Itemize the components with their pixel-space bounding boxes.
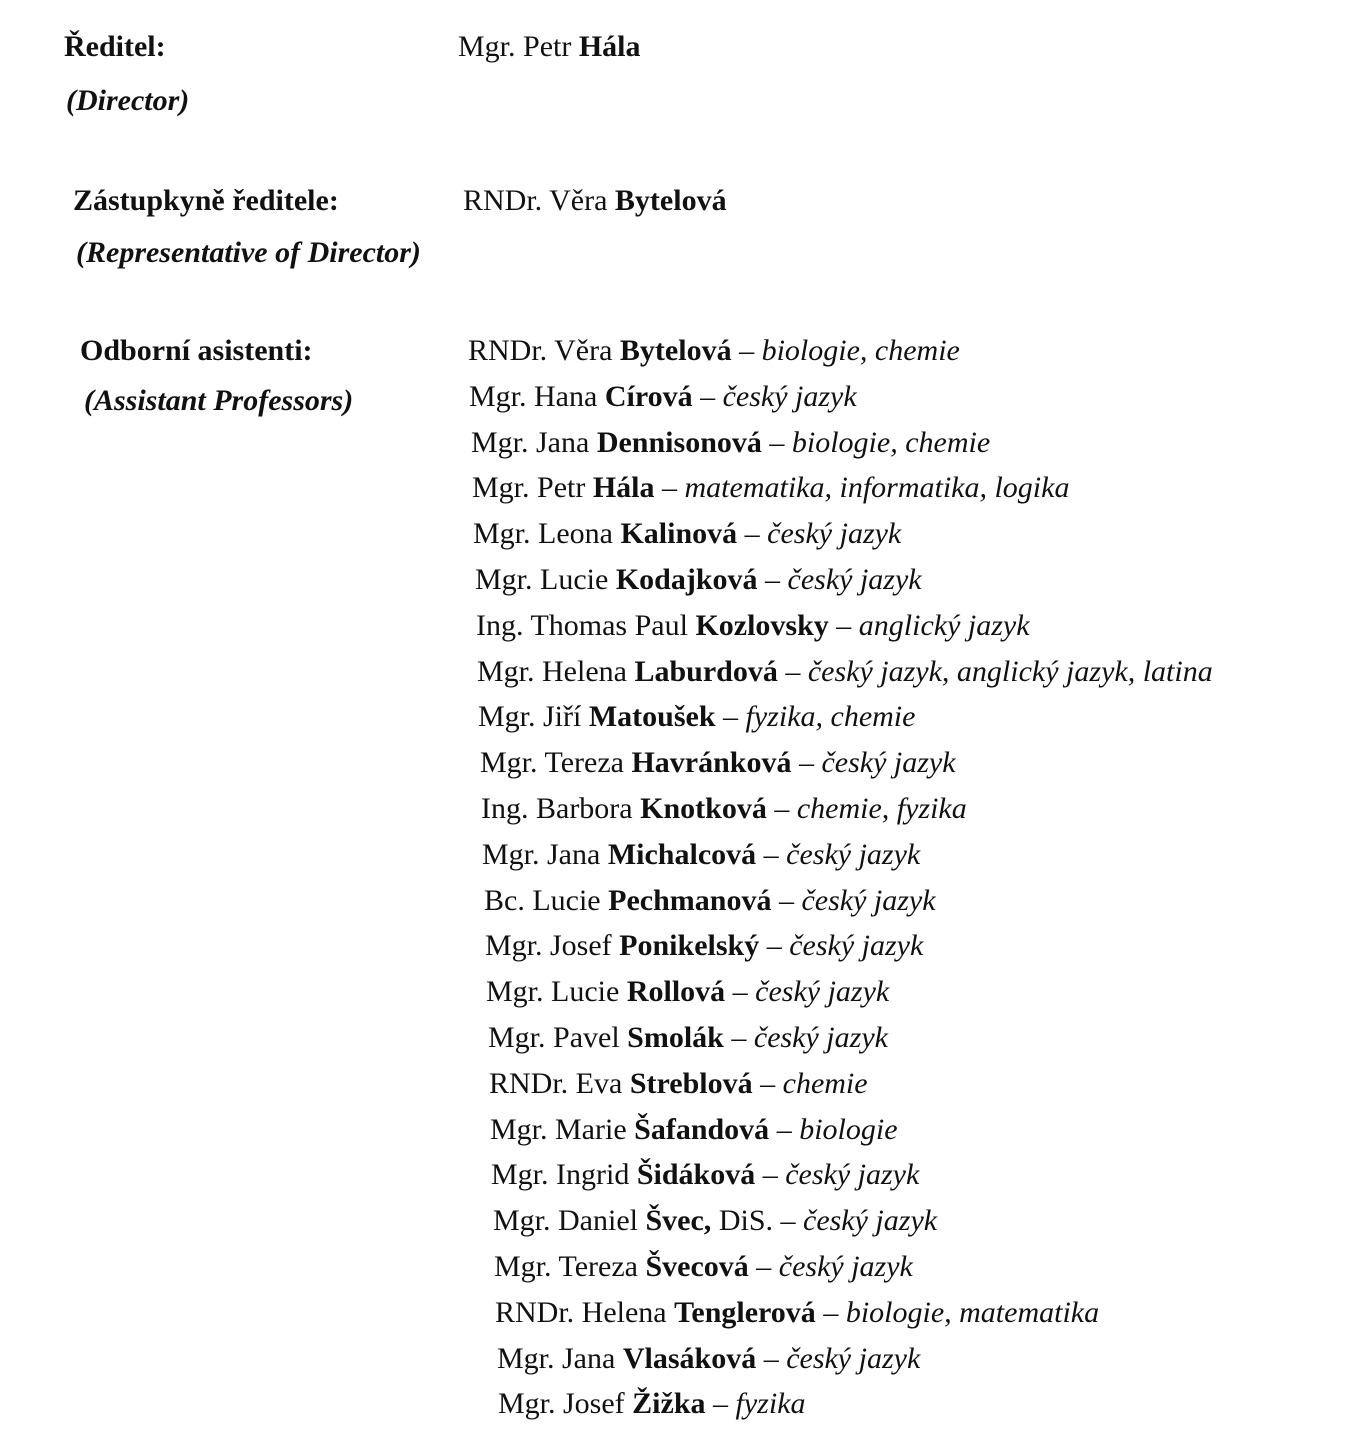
staff-separator: – [777, 655, 808, 688]
staff-surname: Bytelová [619, 334, 732, 367]
staff-surname: Kozlovsky [695, 609, 829, 642]
staff-row [475, 563, 922, 597]
staff-surname: Havránková [631, 746, 792, 779]
staff-separator: – [725, 975, 756, 1008]
staff-surname: Smolák [627, 1021, 724, 1054]
staff-separator: – [828, 609, 859, 642]
staff-separator: – [748, 1250, 779, 1283]
staff-row [497, 1342, 920, 1376]
staff-row [477, 655, 1213, 689]
staff-separator: – [771, 884, 802, 917]
staff-separator: – [755, 1158, 786, 1191]
staff-subjects: anglický jazyk [858, 609, 1030, 642]
staff-surname: Žižka [632, 1387, 706, 1420]
staff-prefix: RNDr. Eva [489, 1067, 630, 1100]
staff-surname: Šafandová [634, 1113, 770, 1146]
staff-row [489, 1067, 868, 1101]
staff-prefix: Mgr. Josef [498, 1387, 633, 1420]
staff-prefix: Mgr. Daniel [493, 1204, 646, 1237]
staff-subjects: český jazyk [778, 1250, 913, 1283]
staff-subjects: český jazyk [789, 929, 924, 962]
representative-label: Zástupkyně ředitele: [73, 184, 339, 217]
staff-surname: Knotková [640, 792, 767, 825]
staff-surname: Matoušek [588, 700, 716, 733]
staff-row [482, 838, 920, 872]
staff-prefix: Mgr. Leona [473, 517, 621, 550]
staff-prefix: Mgr. Jana [471, 426, 597, 459]
staff-surname: Michalcová [607, 838, 757, 871]
staff-prefix: Ing. Barbora [481, 792, 641, 825]
staff-subjects: český jazyk [755, 975, 890, 1008]
staff-prefix: RNDr. Věra [468, 334, 620, 367]
staff-row [478, 700, 915, 734]
staff-surname: Šidáková [636, 1158, 756, 1191]
staff-subjects: český jazyk [801, 884, 936, 917]
staff-row [488, 1021, 888, 1055]
staff-separator: – [715, 700, 746, 733]
staff-separator: – [654, 471, 685, 504]
staff-separator: – [757, 563, 788, 596]
staff-surname: Ponikelský [619, 929, 760, 962]
staff-subjects: český jazyk [767, 517, 902, 550]
staff-row [485, 929, 923, 963]
staff-prefix: Mgr. Tereza [480, 746, 632, 779]
staff-prefix: Mgr. Josef [485, 929, 620, 962]
staff-subjects: biologie, chemie [761, 334, 960, 367]
staff-separator: – [737, 517, 768, 550]
staff-row [491, 1158, 919, 1192]
staff-surname: Tenglerová [674, 1296, 816, 1329]
staff-prefix: Mgr. Petr [472, 471, 593, 504]
staff-row [490, 1113, 898, 1147]
staff-surname: Vlasáková [622, 1342, 757, 1375]
staff-subjects: český jazyk [803, 1204, 938, 1237]
staff-prefix: Mgr. Lucie [486, 975, 627, 1008]
staff-separator: – [769, 1113, 800, 1146]
staff-separator: – [756, 1342, 787, 1375]
staff-separator: – [761, 426, 792, 459]
staff-subjects: fyzika [735, 1387, 806, 1420]
representative-label-en: (Representative of Director) [76, 236, 421, 269]
staff-separator: – [752, 1067, 783, 1100]
staff-row [481, 792, 967, 826]
staff-row [468, 334, 960, 368]
staff-prefix: Ing. Thomas Paul [476, 609, 696, 642]
staff-prefix: Mgr. Jiří [478, 700, 589, 733]
staff-prefix: Mgr. Pavel [488, 1021, 628, 1054]
staff-row [486, 975, 889, 1009]
staff-row [472, 471, 1069, 505]
staff-separator: – [766, 792, 797, 825]
staff-prefix: Mgr. Ingrid [491, 1158, 637, 1191]
assistants-label: Odborní asistenti: [80, 334, 313, 367]
staff-prefix: Mgr. Lucie [475, 563, 616, 596]
representative-title: RNDr. Věra [463, 184, 608, 217]
staff-subjects: fyzika, chemie [745, 700, 916, 733]
representative-surname: Bytelová [614, 184, 727, 217]
staff-subjects: biologie, chemie [791, 426, 991, 459]
staff-prefix: RNDr. Helena [495, 1296, 675, 1329]
staff-row [471, 426, 990, 460]
staff-surname: Švec, [645, 1204, 712, 1237]
staff-prefix: Mgr. Helena [477, 655, 635, 688]
staff-separator: – [705, 1387, 736, 1420]
staff-prefix: Mgr. Hana [469, 380, 605, 413]
staff-surname: Rollová [626, 975, 726, 1008]
staff-subjects: chemie [782, 1067, 868, 1100]
staff-subjects: český jazyk [786, 1342, 921, 1375]
staff-row [494, 1250, 913, 1284]
staff-prefix: Mgr. Jana [497, 1342, 623, 1375]
staff-row [495, 1296, 1099, 1330]
staff-suffix: DiS. [711, 1204, 773, 1237]
staff-separator: – [773, 1204, 803, 1237]
staff-row [469, 380, 857, 414]
assistants-label-en: (Assistant Professors) [84, 384, 354, 417]
staff-surname: Dennisonová [596, 426, 762, 459]
staff-subjects: český jazyk [786, 838, 921, 871]
director-label-en: (Director) [66, 84, 190, 117]
staff-surname: Pechmanová [608, 884, 772, 917]
staff-surname: Laburdová [634, 655, 778, 688]
staff-prefix: Mgr. Jana [482, 838, 608, 871]
staff-row [484, 884, 936, 918]
staff-prefix: Bc. Lucie [484, 884, 609, 917]
staff-separator: – [815, 1296, 846, 1329]
director-label: Ředitel: [64, 30, 166, 63]
staff-prefix: Mgr. Tereza [494, 1250, 646, 1283]
director-name [458, 30, 641, 64]
staff-subjects: český jazyk [753, 1021, 888, 1054]
staff-row [493, 1204, 937, 1238]
staff-prefix: Mgr. Marie [490, 1113, 635, 1146]
staff-row [480, 746, 956, 780]
staff-subjects: chemie, fyzika [796, 792, 967, 825]
staff-separator: – [756, 838, 787, 871]
staff-subjects: český jazyk [722, 380, 857, 413]
staff-surname: Streblová [629, 1067, 753, 1100]
staff-separator: – [791, 746, 822, 779]
representative-name [463, 184, 727, 218]
staff-row [476, 609, 1030, 643]
staff-surname: Círová [604, 380, 693, 413]
staff-surname: Hála [592, 471, 655, 504]
staff-subjects: český jazyk [785, 1158, 920, 1191]
staff-subjects: český jazyk [821, 746, 956, 779]
staff-separator: – [731, 334, 762, 367]
staff-surname: Švecová [645, 1250, 749, 1283]
staff-subjects: český jazyk [787, 563, 922, 596]
staff-separator: – [723, 1021, 754, 1054]
director-title: Mgr. Petr [458, 30, 572, 63]
staff-subjects: biologie [799, 1113, 898, 1146]
staff-subjects: český jazyk, anglický jazyk, latina [807, 655, 1213, 688]
staff-separator: – [692, 380, 723, 413]
staff-row [498, 1387, 806, 1421]
staff-row [473, 517, 901, 551]
staff-subjects: matematika, informatika, logika [684, 471, 1070, 504]
staff-surname: Kalinová [620, 517, 738, 550]
staff-subjects: biologie, matematika [845, 1296, 1100, 1329]
staff-surname: Kodajková [615, 563, 758, 596]
staff-separator: – [759, 929, 790, 962]
director-surname: Hála [578, 30, 641, 63]
